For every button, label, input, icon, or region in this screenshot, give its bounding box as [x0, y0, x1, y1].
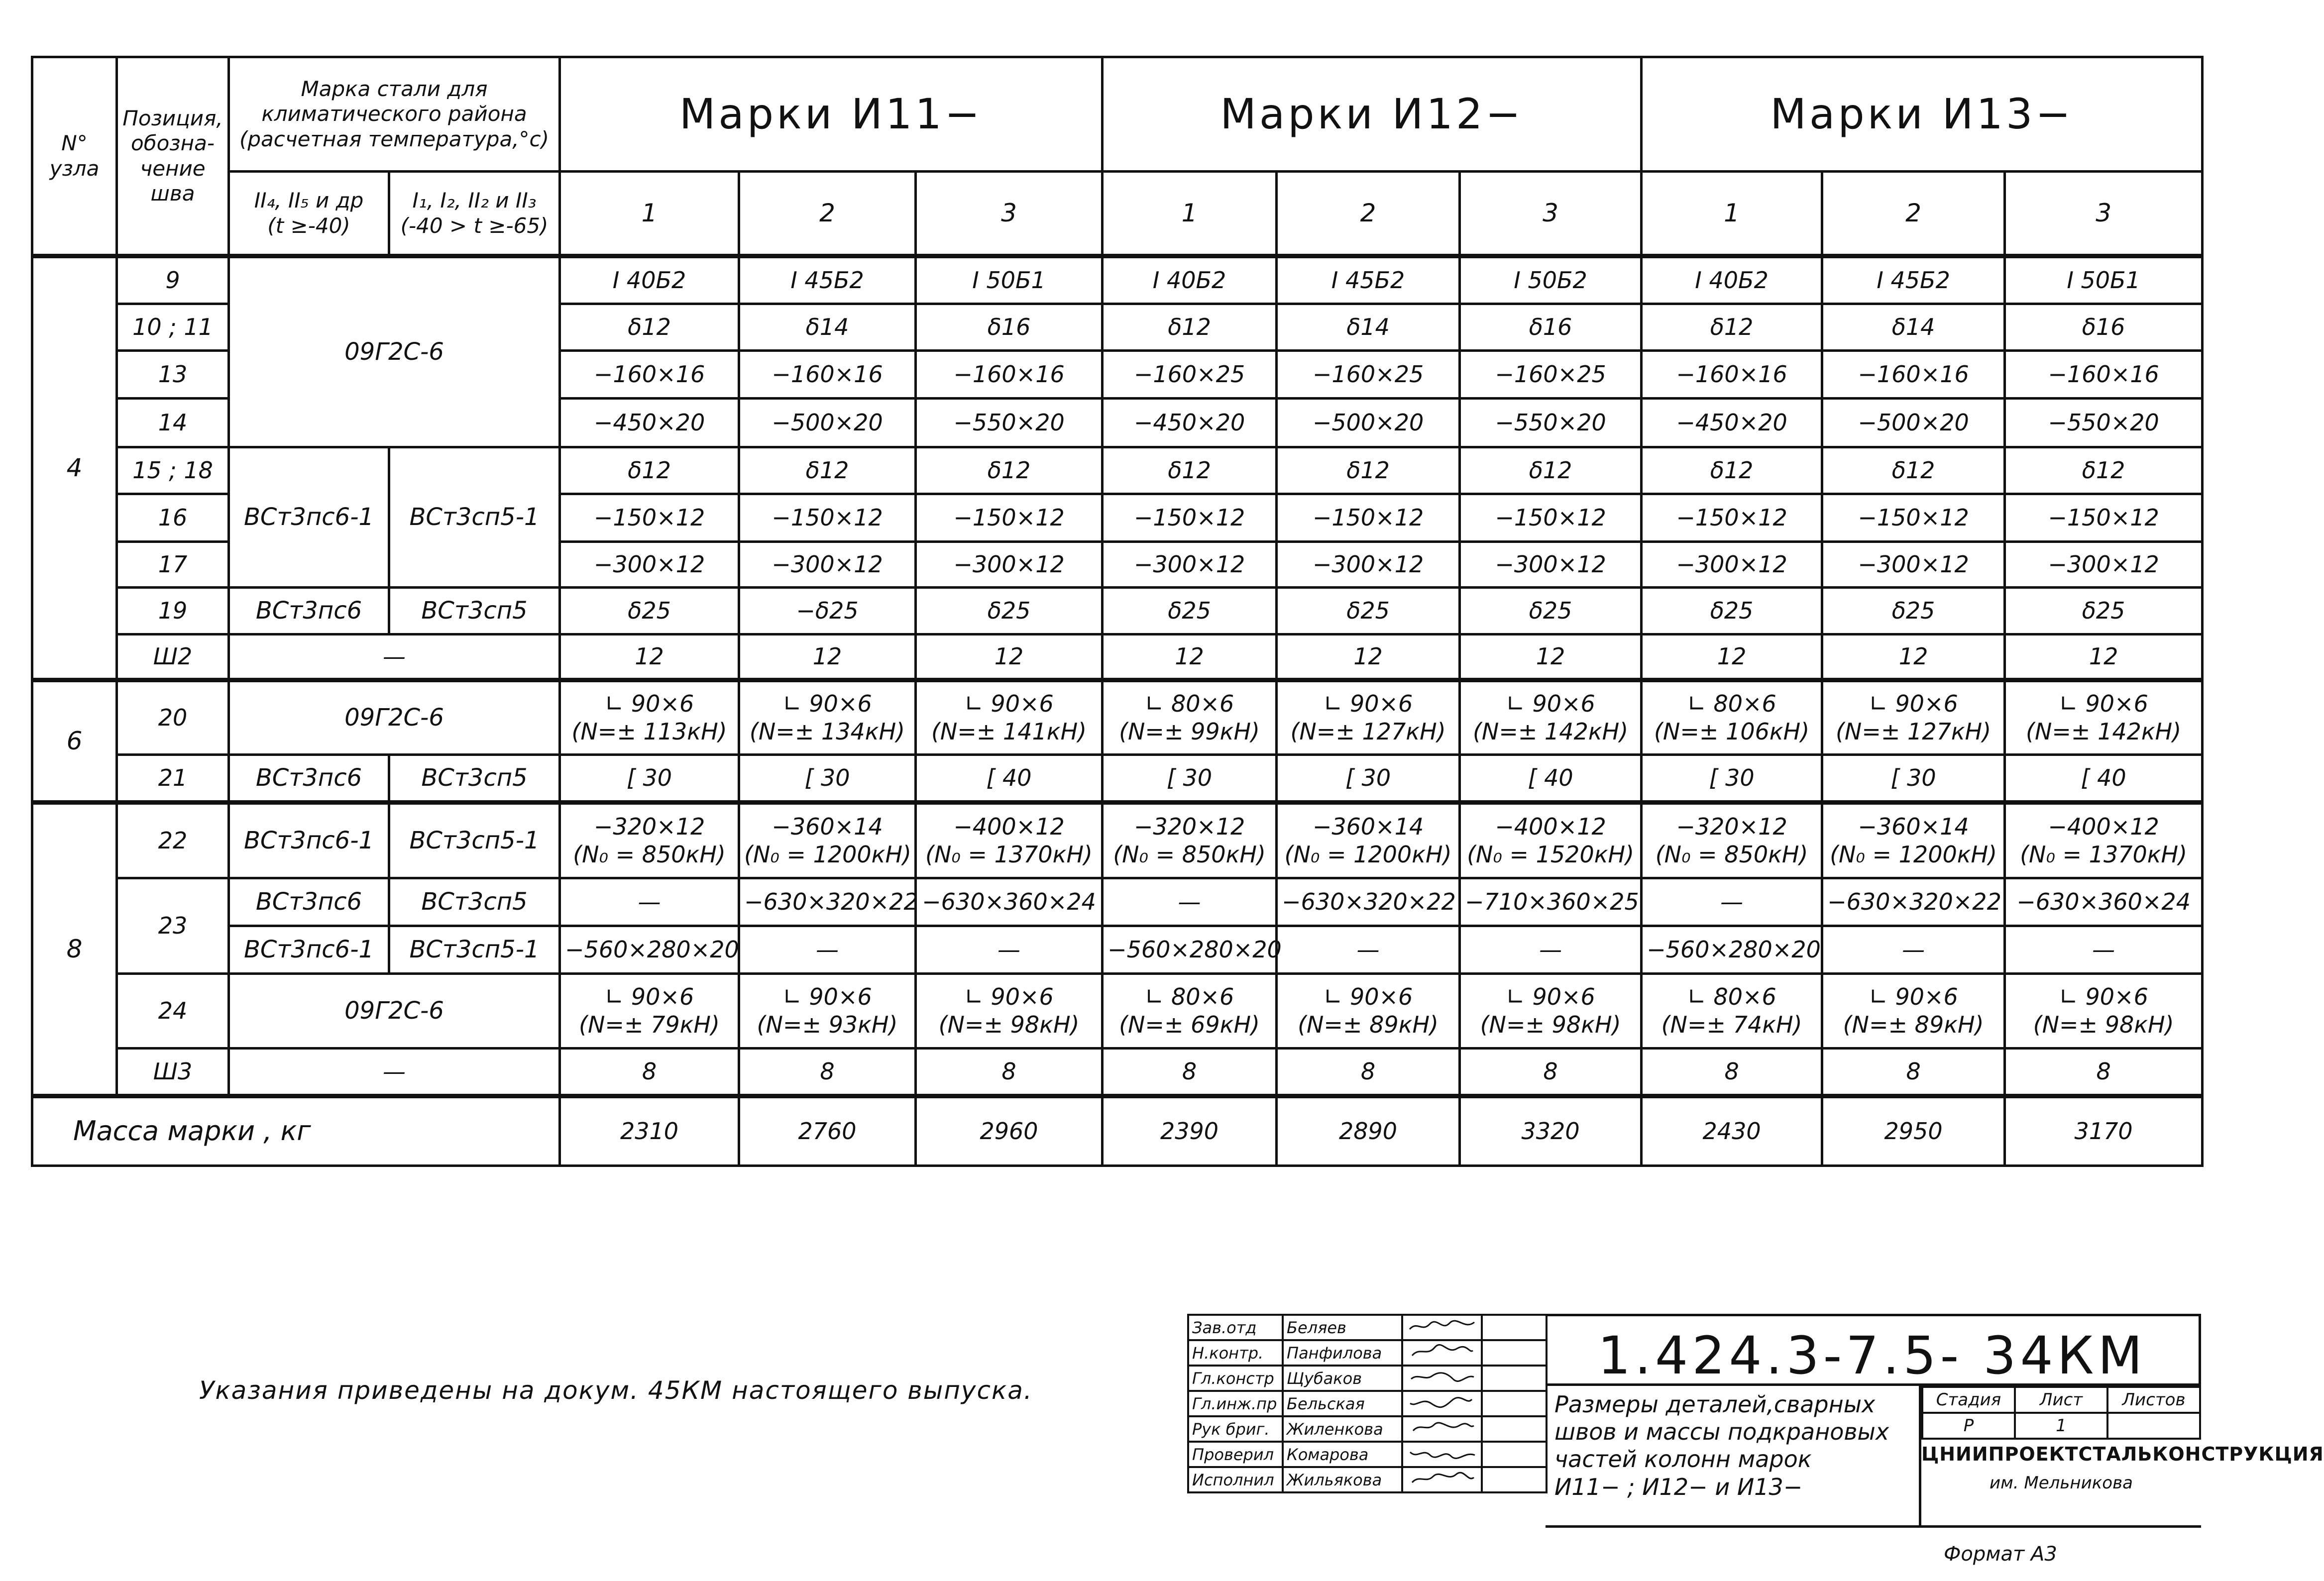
role-cell: Зав.отд — [1188, 1315, 1283, 1340]
value-cell: ∟ 90×6 (N=± 141кН) — [916, 680, 1103, 755]
value-cell: −320×12 (N₀ = 850кН) — [560, 803, 739, 878]
sheets-header: Листов — [2107, 1387, 2200, 1413]
value-cell: I 40Б2 — [1642, 256, 1822, 304]
value-cell: — — [1277, 926, 1460, 974]
position-cell: 17 — [117, 542, 229, 588]
title-block — [1187, 1314, 2324, 1528]
value-cell: −160×16 — [1822, 351, 2005, 399]
value-cell: [ 30 — [1642, 755, 1822, 803]
position-cell: 15 ; 18 — [117, 447, 229, 494]
value-cell: −150×12 — [1277, 494, 1460, 542]
stage-value: Р — [1922, 1413, 2015, 1439]
signature-table — [1187, 1314, 1548, 1493]
steel-grade-cell: — — [229, 1049, 560, 1096]
value-cell: 12 — [1642, 634, 1822, 680]
subcol-i12-2: 2 — [1277, 172, 1460, 256]
value-cell: −300×12 — [916, 542, 1103, 588]
header-steel-col-b: I₁, I₂, II₂ и II₃ (-40 > t ≥-65) — [389, 172, 560, 256]
date-cell — [1482, 1416, 1547, 1442]
value-cell: −150×12 — [1642, 494, 1822, 542]
value-cell: — — [1642, 878, 1822, 926]
value-cell: −300×12 — [560, 542, 739, 588]
table-row — [32, 447, 2203, 494]
mass-row — [32, 1096, 2203, 1166]
value-cell: ∟ 90×6 (N=± 98кН) — [1460, 974, 1642, 1049]
header-steel-grade: Марка стали для климатического района (расчетная температура,°с) — [229, 57, 560, 172]
header-steel-col-a: II₄, II₅ и др (t ≥-40) — [229, 172, 389, 256]
mass-value: 2430 — [1642, 1096, 1822, 1166]
position-cell: 14 — [117, 399, 229, 447]
value-cell: −450×20 — [560, 399, 739, 447]
value-cell: −300×12 — [1103, 542, 1277, 588]
value-cell: −560×280×20 — [1103, 926, 1277, 974]
date-cell — [1482, 1467, 1547, 1492]
steel-grade-cell: ВСт3пс6 — [229, 878, 389, 926]
value-cell: −560×280×20 — [1642, 926, 1822, 974]
date-cell — [1482, 1442, 1547, 1467]
value-cell: ∟ 90×6 (N=± 127кН) — [1822, 680, 2005, 755]
value-cell: δ25 — [1642, 588, 1822, 634]
table-row — [32, 1049, 2203, 1096]
value-cell: −150×12 — [916, 494, 1103, 542]
table-row — [32, 680, 2203, 755]
value-cell: 12 — [2005, 634, 2203, 680]
subcol-i11-3: 3 — [916, 172, 1103, 256]
mass-label: Масса марки , кг — [32, 1096, 560, 1166]
header-group-i11: Марки И11− — [560, 57, 1103, 172]
value-cell: I 45Б2 — [1277, 256, 1460, 304]
value-cell: δ16 — [2005, 304, 2203, 351]
value-cell: 8 — [560, 1049, 739, 1096]
node-cell: 4 — [32, 256, 117, 680]
value-cell: 8 — [1460, 1049, 1642, 1096]
signature-mark — [1406, 1471, 1478, 1485]
value-cell: −300×12 — [1277, 542, 1460, 588]
value-cell: I 50Б1 — [916, 256, 1103, 304]
value-cell: — — [739, 926, 916, 974]
value-cell: 12 — [1103, 634, 1277, 680]
steel-grade-cell: ВСт3сп5 — [389, 755, 560, 803]
value-cell: −300×12 — [2005, 542, 2203, 588]
name-cell: Щубаков — [1283, 1366, 1402, 1391]
value-cell: −160×16 — [560, 351, 739, 399]
header-node-no: N° узла — [32, 57, 117, 256]
value-cell: −300×12 — [739, 542, 916, 588]
name-cell: Комарова — [1283, 1442, 1402, 1467]
steel-grade-cell: ВСт3пс6-1 — [229, 447, 389, 588]
value-cell: −550×20 — [1460, 399, 1642, 447]
value-cell: δ14 — [1277, 304, 1460, 351]
date-cell — [1482, 1366, 1547, 1391]
value-cell: −400×12 (N₀ = 1370кН) — [916, 803, 1103, 878]
steel-grade-cell: 09Г2С-6 — [229, 256, 560, 447]
value-cell: [ 30 — [739, 755, 916, 803]
value-cell: δ12 — [1103, 447, 1277, 494]
steel-grade-cell: ВСт3сп5 — [389, 878, 560, 926]
value-cell: ∟ 90×6 (N=± 93кН) — [739, 974, 916, 1049]
sheet-header: Лист — [2015, 1387, 2107, 1413]
steel-grade-cell: ВСт3пс6-1 — [229, 803, 389, 878]
value-cell: — — [1460, 926, 1642, 974]
value-cell: δ25 — [560, 588, 739, 634]
subcol-i13-2: 2 — [1822, 172, 2005, 256]
value-cell: δ12 — [1277, 447, 1460, 494]
value-cell: ∟ 90×6 (N=± 79кН) — [560, 974, 739, 1049]
value-cell: −160×25 — [1460, 351, 1642, 399]
value-cell: −630×320×22 — [739, 878, 916, 926]
value-cell: −500×20 — [1277, 399, 1460, 447]
stage-table — [1921, 1386, 2201, 1440]
value-cell: δ12 — [1642, 447, 1822, 494]
organization-name: ЦНИИПРОЕКТСТАЛЬКОНСТРУКЦИЯ — [1921, 1443, 2324, 1465]
position-cell: 19 — [117, 588, 229, 634]
value-cell: ∟ 90×6 (N=± 127кН) — [1277, 680, 1460, 755]
document-code-box — [1546, 1314, 2201, 1386]
role-cell: Исполнил — [1188, 1467, 1283, 1492]
value-cell: ∟ 90×6 (N=± 134кН) — [739, 680, 916, 755]
value-cell: 8 — [2005, 1049, 2203, 1096]
date-cell — [1482, 1315, 1547, 1340]
steel-grade-cell: 09Г2С-6 — [229, 680, 560, 755]
value-cell: — — [560, 878, 739, 926]
mass-value: 3170 — [2005, 1096, 2203, 1166]
value-cell: −160×16 — [1642, 351, 1822, 399]
value-cell: δ12 — [2005, 447, 2203, 494]
value-cell: 12 — [1822, 634, 2005, 680]
value-cell: [ 30 — [1277, 755, 1460, 803]
value-cell: −160×16 — [739, 351, 916, 399]
value-cell: I 45Б2 — [1822, 256, 2005, 304]
value-cell: δ25 — [1460, 588, 1642, 634]
name-cell: Жильякова — [1283, 1467, 1402, 1492]
value-cell: −360×14 (N₀ = 1200кН) — [739, 803, 916, 878]
value-cell: I 40Б2 — [1103, 256, 1277, 304]
position-cell: 10 ; 11 — [117, 304, 229, 351]
value-cell: −320×12 (N₀ = 850кН) — [1642, 803, 1822, 878]
steel-grade-cell: 09Г2С-6 — [229, 974, 560, 1049]
value-cell: δ12 — [916, 447, 1103, 494]
value-cell: — — [2005, 926, 2203, 974]
header-group-i12: Марки И12− — [1103, 57, 1642, 172]
value-cell: −450×20 — [1642, 399, 1822, 447]
steel-grade-cell: ВСт3сп5-1 — [389, 447, 560, 588]
value-cell: δ25 — [1103, 588, 1277, 634]
steel-grade-cell: ВСт3пс6 — [229, 588, 389, 634]
steel-grade-cell: ВСт3пс6-1 — [229, 926, 389, 974]
mass-value: 2310 — [560, 1096, 739, 1166]
value-cell: −400×12 (N₀ = 1370кН) — [2005, 803, 2203, 878]
table-row — [32, 974, 2203, 1049]
steel-grade-cell: ВСт3пс6 — [229, 755, 389, 803]
stage-header: Стадия — [1922, 1387, 2015, 1413]
value-cell: δ14 — [1822, 304, 2005, 351]
mass-value: 2960 — [916, 1096, 1103, 1166]
value-cell: [ 30 — [560, 755, 739, 803]
position-cell: 16 — [117, 494, 229, 542]
subcol-i12-1: 1 — [1103, 172, 1277, 256]
value-cell: −320×12 (N₀ = 850кН) — [1103, 803, 1277, 878]
value-cell: ∟ 90×6 (N=± 98кН) — [916, 974, 1103, 1049]
subcol-i12-3: 3 — [1460, 172, 1642, 256]
value-cell: δ12 — [739, 447, 916, 494]
value-cell: 8 — [739, 1049, 916, 1096]
spec-table — [31, 56, 2204, 1167]
value-cell: — — [1822, 926, 2005, 974]
value-cell: 12 — [1277, 634, 1460, 680]
value-cell: −560×280×20 — [560, 926, 739, 974]
signature-cell — [1402, 1442, 1482, 1467]
sheet-value: 1 — [2015, 1413, 2107, 1439]
mass-value: 3320 — [1460, 1096, 1642, 1166]
table-row — [32, 634, 2203, 680]
value-cell: −150×12 — [739, 494, 916, 542]
value-cell: −550×20 — [2005, 399, 2203, 447]
organization-subtitle: им. Мельникова — [1990, 1473, 2133, 1493]
value-cell: δ12 — [560, 447, 739, 494]
value-cell: ∟ 80×6 (N=± 99кН) — [1103, 680, 1277, 755]
value-cell: −160×25 — [1103, 351, 1277, 399]
value-cell: [ 40 — [2005, 755, 2203, 803]
value-cell: −160×25 — [1277, 351, 1460, 399]
value-cell: 12 — [739, 634, 916, 680]
signature-cell — [1402, 1315, 1482, 1340]
signature-cell — [1402, 1416, 1482, 1442]
value-cell: — — [916, 926, 1103, 974]
value-cell: 8 — [916, 1049, 1103, 1096]
value-cell: −500×20 — [739, 399, 916, 447]
sheet-format: Формат А3 — [1944, 1543, 2057, 1566]
steel-grade-cell: — — [229, 634, 560, 680]
role-cell: Н.контр. — [1188, 1340, 1283, 1366]
header-group-i13: Марки И13− — [1642, 57, 2203, 172]
signature-mark — [1406, 1369, 1478, 1384]
value-cell: −400×12 (N₀ = 1520кН) — [1460, 803, 1642, 878]
value-cell: δ12 — [1822, 447, 2005, 494]
value-cell: ∟ 90×6 (N=± 89кН) — [1822, 974, 2005, 1049]
instructions-note: Указания приведены на докум. 45КМ настоящего выпуска. — [199, 1376, 1033, 1405]
table-row — [32, 803, 2203, 878]
position-cell: 22 — [117, 803, 229, 878]
value-cell: ∟ 80×6 (N=± 69кН) — [1103, 974, 1277, 1049]
value-cell: ∟ 80×6 (N=± 106кН) — [1642, 680, 1822, 755]
value-cell: I 45Б2 — [739, 256, 916, 304]
value-cell: δ12 — [1642, 304, 1822, 351]
header-position: Позиция, обозна- чение шва — [117, 57, 229, 256]
value-cell: −300×12 — [1460, 542, 1642, 588]
position-cell: Ш3 — [117, 1049, 229, 1096]
value-cell: ∟ 80×6 (N=± 74кН) — [1642, 974, 1822, 1049]
value-cell: −630×320×22 — [1822, 878, 2005, 926]
subcol-i11-1: 1 — [560, 172, 739, 256]
subcol-i13-3: 3 — [2005, 172, 2203, 256]
signature-cell — [1402, 1467, 1482, 1492]
value-cell: [ 40 — [916, 755, 1103, 803]
signature-mark — [1406, 1445, 1478, 1460]
position-cell: 9 — [117, 256, 229, 304]
value-cell: I 50Б2 — [1460, 256, 1642, 304]
position-cell: 23 — [117, 878, 229, 974]
signature-mark — [1406, 1344, 1478, 1359]
role-cell: Гл.констр — [1188, 1366, 1283, 1391]
value-cell: 8 — [1103, 1049, 1277, 1096]
document-code: 1.424.3-7.5- 34КМ — [1597, 1325, 2147, 1386]
date-cell — [1482, 1340, 1547, 1366]
value-cell: −300×12 — [1642, 542, 1822, 588]
value-cell: [ 30 — [1103, 755, 1277, 803]
value-cell: 8 — [1642, 1049, 1822, 1096]
value-cell: −550×20 — [916, 399, 1103, 447]
signature-mark — [1406, 1318, 1478, 1333]
signature-cell — [1402, 1391, 1482, 1416]
value-cell: ∟ 90×6 (N=± 142кН) — [1460, 680, 1642, 755]
table-row — [32, 926, 2203, 974]
steel-grade-cell: ВСт3сп5 — [389, 588, 560, 634]
date-cell — [1482, 1391, 1547, 1416]
signature-cell — [1402, 1340, 1482, 1366]
value-cell: −360×14 (N₀ = 1200кН) — [1277, 803, 1460, 878]
value-cell: I 40Б2 — [560, 256, 739, 304]
position-cell: Ш2 — [117, 634, 229, 680]
subcol-i11-2: 2 — [739, 172, 916, 256]
document-title-line: частей колонн марок — [1554, 1446, 1812, 1473]
signature-cell — [1402, 1366, 1482, 1391]
name-cell: Панфилова — [1283, 1340, 1402, 1366]
value-cell: 12 — [916, 634, 1103, 680]
value-cell: −630×360×24 — [2005, 878, 2203, 926]
value-cell: 8 — [1277, 1049, 1460, 1096]
position-cell: 24 — [117, 974, 229, 1049]
value-cell: δ14 — [739, 304, 916, 351]
value-cell: δ16 — [916, 304, 1103, 351]
document-title-line: Размеры деталей,сварных — [1554, 1391, 1876, 1418]
table-row — [32, 755, 2203, 803]
steel-grade-cell: ВСт3сп5-1 — [389, 926, 560, 974]
value-cell: δ12 — [560, 304, 739, 351]
value-cell: δ25 — [1277, 588, 1460, 634]
value-cell: I 50Б1 — [2005, 256, 2203, 304]
value-cell: −150×12 — [1460, 494, 1642, 542]
table-row — [32, 256, 2203, 304]
value-cell: −630×360×24 — [916, 878, 1103, 926]
value-cell: δ12 — [1460, 447, 1642, 494]
value-cell: −δ25 — [739, 588, 916, 634]
document-title-line: швов и массы подкрановых — [1554, 1418, 1889, 1446]
value-cell: −160×16 — [2005, 351, 2203, 399]
name-cell: Беляев — [1283, 1315, 1402, 1340]
table-row — [32, 588, 2203, 634]
value-cell: [ 40 — [1460, 755, 1642, 803]
role-cell: Рук бриг. — [1188, 1416, 1283, 1442]
value-cell: −150×12 — [1822, 494, 2005, 542]
role-cell: Проверил — [1188, 1442, 1283, 1467]
value-cell: δ25 — [1822, 588, 2005, 634]
value-cell: −500×20 — [1822, 399, 2005, 447]
position-cell: 13 — [117, 351, 229, 399]
value-cell: δ16 — [1460, 304, 1642, 351]
mass-value: 2890 — [1277, 1096, 1460, 1166]
mass-value: 2760 — [739, 1096, 916, 1166]
node-cell: 8 — [32, 803, 117, 1096]
value-cell: −710×360×25 — [1460, 878, 1642, 926]
mass-value: 2390 — [1103, 1096, 1277, 1166]
value-cell: −160×16 — [916, 351, 1103, 399]
value-cell: 12 — [1460, 634, 1642, 680]
stage-box — [1921, 1386, 2324, 1528]
mass-value: 2950 — [1822, 1096, 2005, 1166]
value-cell: 8 — [1822, 1049, 2005, 1096]
signature-mark — [1406, 1394, 1478, 1409]
position-cell: 20 — [117, 680, 229, 755]
document-title-line: И11− ; И12− и И13− — [1554, 1473, 1803, 1500]
value-cell: −300×12 — [1822, 542, 2005, 588]
value-cell: δ12 — [1103, 304, 1277, 351]
value-cell: ∟ 90×6 (N=± 98кН) — [2005, 974, 2203, 1049]
name-cell: Бельская — [1283, 1391, 1402, 1416]
value-cell: ∟ 90×6 (N=± 89кН) — [1277, 974, 1460, 1049]
value-cell: −150×12 — [2005, 494, 2203, 542]
name-cell: Жиленкова — [1283, 1416, 1402, 1442]
node-cell: 6 — [32, 680, 117, 803]
value-cell: ∟ 90×6 (N=± 113кН) — [560, 680, 739, 755]
value-cell: 12 — [560, 634, 739, 680]
value-cell: δ25 — [916, 588, 1103, 634]
value-cell: −630×320×22 — [1277, 878, 1460, 926]
value-cell: [ 30 — [1822, 755, 2005, 803]
value-cell: — — [1103, 878, 1277, 926]
role-cell: Гл.инж.пр — [1188, 1391, 1283, 1416]
value-cell: −150×12 — [1103, 494, 1277, 542]
value-cell: −360×14 (N₀ = 1200кН) — [1822, 803, 2005, 878]
position-cell: 21 — [117, 755, 229, 803]
steel-grade-cell: ВСт3сп5-1 — [389, 803, 560, 878]
value-cell: −150×12 — [560, 494, 739, 542]
value-cell: δ25 — [2005, 588, 2203, 634]
document-title-box — [1546, 1386, 1921, 1528]
subcol-i13-1: 1 — [1642, 172, 1822, 256]
table-row — [32, 878, 2203, 926]
signature-mark — [1406, 1420, 1478, 1435]
value-cell: ∟ 90×6 (N=± 142кН) — [2005, 680, 2203, 755]
value-cell: −450×20 — [1103, 399, 1277, 447]
sheets-value — [2107, 1413, 2200, 1439]
